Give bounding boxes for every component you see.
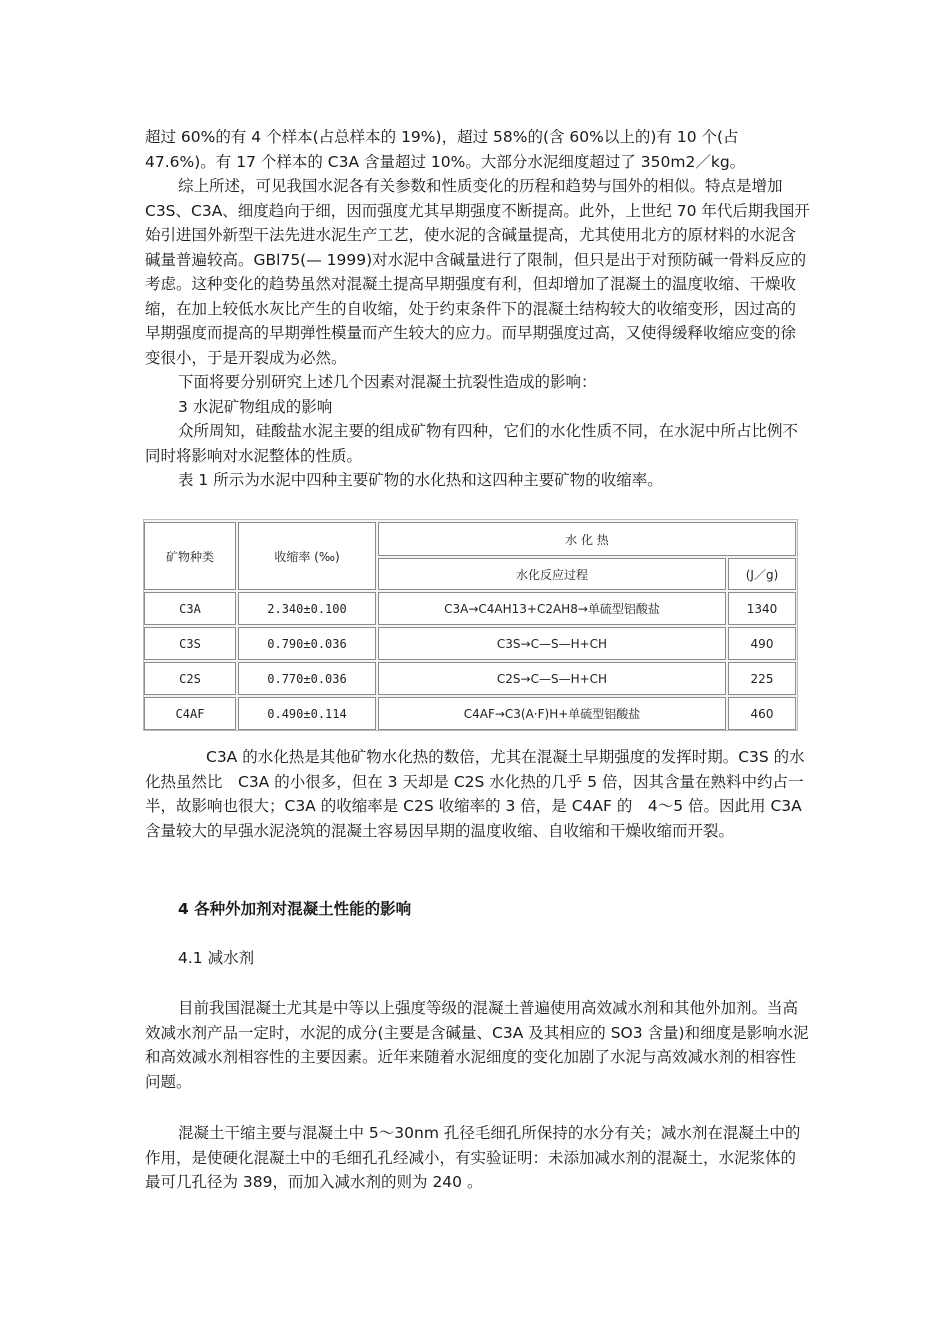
row-shrinkage: 0.490±0.114 (238, 697, 376, 730)
paragraph-drying-shrinkage: 混凝土干缩主要与混凝土中 5～30nm 孔径毛细孔所保持的水分有关；减水剂在混凝土中的作用，是使硬化混凝土中的毛细孔孔经减小，有实验证明：未添加减水剂的混凝土，水泥浆体的最可几孔径为 389，而加入减水剂的则为 240 。 (145, 1124, 801, 1191)
row-process: C2S→C—S—H+CH (378, 662, 726, 695)
body-section-admixture (145, 996, 810, 1094)
row-shrinkage: 0.770±0.036 (238, 662, 376, 695)
row-shrinkage: 2.340±0.100 (238, 592, 376, 625)
mineral-properties-table (143, 519, 798, 731)
row-heat: 225 (728, 662, 796, 695)
header-unit: (J／g) (728, 558, 796, 590)
header-shrinkage: 收缩率 (‰) (238, 522, 376, 590)
paragraph-water-reducer: 目前我国混凝土尤其是中等以上强度等级的混凝土普遍使用高效减水剂和其他外加剂。当高效减水剂产品一定时，水泥的成分(主要是含碱量、C3A 及其相应的 SO3 含量)和细度是影响水泥和高效减水剂相容性的主要因素。近年来随着水泥细度的变化加剧了水泥与高效减水剂的相容性问题。 (145, 999, 809, 1091)
header-heat: 水 化 热 (378, 522, 796, 556)
row-mineral: C3A (144, 592, 236, 625)
paragraph-table-caption: 表 1 所示为水泥中四种主要矿物的水化热和这四种主要矿物的收缩率。 (178, 471, 663, 489)
row-mineral: C4AF (144, 697, 236, 730)
row-heat: 490 (728, 627, 796, 660)
row-heat: 460 (728, 697, 796, 730)
paragraph-sample-stats: 超过 60%的有 4 个样本(占总样本的 19%)，超过 58%的(含 60%以上的)有 10 个(占 47.6%)。有 17 个样本的 C3A 含量超过 10%。大部分水泥细度超过了 350m2／kg。 (145, 128, 746, 171)
paragraph-summary: 综上所述，可见我国水泥各有关参数和性质变化的历程和趋势与国外的相似。特点是增加 C3S、C3A、细度趋向于细，因而强度尤其早期强度不断提高。此外，上世纪 70 年代后期我国开始引进国外新型干法先进水泥生产工艺，使水泥的含碱量提高，尤其使用北方的原材料的水泥含碱量普遍较高。GBl75(— 1999)对水泥中含碱量进行了限制，但只是出于对预防碱一骨料反应的考虑。这种变化的趋势虽然对混凝土提高早期强度有利，但却增加了混凝土的温度收缩、干燥收缩，在加上较低水灰比产生的自收缩，处于约束条件下的混凝土结构较大的收缩变形，因过高的早期强度而提高的早期弹性模量而产生较大的应力。而早期强度过高，又使得缓释收缩应变的徐变很小，于是开裂成为必然。 (145, 177, 810, 367)
header-process: 水化反应过程 (378, 558, 726, 590)
row-shrinkage: 0.790±0.036 (238, 627, 376, 660)
section-heading-3: 3 水泥矿物组成的影响 (178, 397, 333, 416)
row-heat: 1340 (728, 592, 796, 625)
paragraph-minerals: 众所周知，硅酸盐水泥主要的组成矿物有四种，它们的水化性质不同，在水泥中所占比例不同时将影响对水泥整体的性质。 (145, 422, 799, 465)
row-process: C4AF→C3(A·F)H+单硫型铝酸盐 (378, 697, 726, 730)
body-section-analysis (145, 745, 810, 843)
header-mineral: 矿物种类 (144, 522, 236, 590)
body-section-shrinkage (145, 1121, 810, 1195)
paragraph-intro: 下面将要分别研究上述几个因素对混凝土抗裂性造成的影响： (178, 373, 597, 391)
row-mineral: C3S (144, 627, 236, 660)
subsection-heading-wrap (145, 946, 810, 971)
subsection-heading-4-1: 4.1 减水剂 (178, 949, 255, 967)
section-heading-4-wrap (145, 897, 810, 922)
section-heading-4: 4 各种外加剂对混凝土性能的影响 (178, 900, 412, 918)
row-process: C3A→C4AH13+C2AH8→单硫型铝酸盐 (378, 592, 726, 625)
row-mineral: C2S (144, 662, 236, 695)
paragraph-c3a-analysis: C3A 的水化热是其他矿物水化热的数倍，尤其在混凝土早期强度的发挥时期。C3S 的水化热虽然比 C3A 的小很多，但在 3 天却是 C2S 水化热的几乎 5 倍，因其含量在熟料中约占一半，故影响也很大；C3A 的收缩率是 C2S 收缩率的 3 倍，是 C4AF 的 4～5 倍。因此用 C3A 含量较大的早强水泥浇筑的混凝土容易因早期的温度收缩、自收缩和干燥收缩而开裂。 (145, 748, 805, 840)
row-process: C3S→C—S—H+CH (378, 627, 726, 660)
body-section-top (145, 125, 810, 493)
